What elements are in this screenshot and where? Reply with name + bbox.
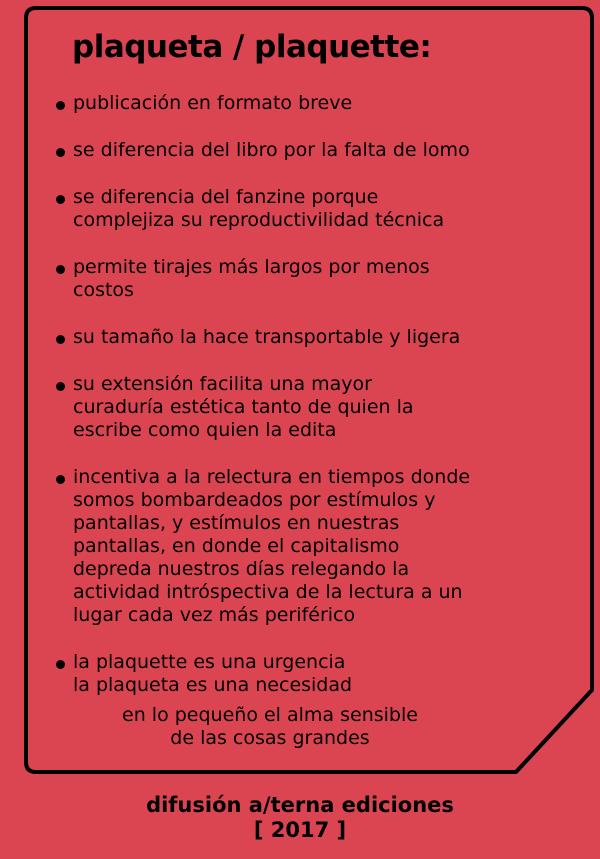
bullet-line: publicación en formato breve [73, 92, 353, 114]
bullet-item-extension [52, 373, 552, 442]
footer [0, 793, 600, 843]
bullet-dot-icon [56, 335, 65, 344]
bullet-item-urgencia [52, 651, 552, 697]
bullet-line: se diferencia del fanzine porque [73, 186, 379, 208]
bullet-dot-icon [56, 148, 65, 157]
publication-year: [ 2017 ] [253, 818, 347, 842]
bullet-dot-icon [56, 101, 65, 110]
bullet-item-tirajes [52, 256, 552, 302]
bullet-item-formato-breve [52, 92, 552, 115]
bullet-line: pantallas, en donde el capitalismo [73, 535, 400, 557]
bullet-line: pantallas, y estímulos en nuestras [73, 512, 400, 534]
closing-phrase [60, 704, 480, 750]
bullet-line: lugar cada vez más periférico [73, 604, 356, 626]
bullet-line: la plaquette es una urgencia [73, 651, 346, 673]
bullet-item-relectura [52, 466, 552, 627]
bullet-line: depreda nuestros días relegando la [73, 558, 410, 580]
bullet-line: escribe como quien la edita [73, 419, 337, 441]
bullet-dot-icon [56, 660, 65, 669]
bullet-line: curaduría estética tanto de quien la [73, 396, 414, 418]
closing-line: en lo pequeño el alma sensible [122, 704, 418, 726]
bullet-dot-icon [56, 382, 65, 391]
bullet-item-tamano [52, 326, 552, 349]
bullet-line: se diferencia del libro por la falta de lomo [73, 139, 470, 161]
bullet-item-fanzine [52, 186, 552, 232]
bullet-dot-icon [56, 475, 65, 484]
bullet-item-libro-lomo [52, 139, 552, 162]
bullet-line: costos [73, 279, 134, 301]
bullet-line: la plaqueta es una necesidad [73, 674, 353, 696]
bullet-dot-icon [56, 195, 65, 204]
bullet-line: su extensión facilita una mayor [73, 373, 372, 395]
bullet-line: actividad intróspectiva de la lectura a un [73, 581, 463, 603]
bullet-line: incentiva a la relectura en tiempos donde [73, 466, 471, 488]
bullet-line: su tamaño la hace transportable y ligera [73, 326, 461, 348]
bullet-list [52, 92, 552, 697]
publisher-name: difusión a/terna ediciones [146, 793, 454, 817]
page-title: plaqueta / plaquette: [72, 29, 432, 65]
bullet-dot-icon [56, 265, 65, 274]
bullet-line: permite tirajes más largos por menos [73, 256, 430, 278]
bullet-line: complejiza su reproductivilidad técnica [73, 209, 445, 231]
bullet-line: somos bombardeados por estímulos y [73, 489, 436, 511]
closing-line: de las cosas grandes [170, 727, 370, 749]
